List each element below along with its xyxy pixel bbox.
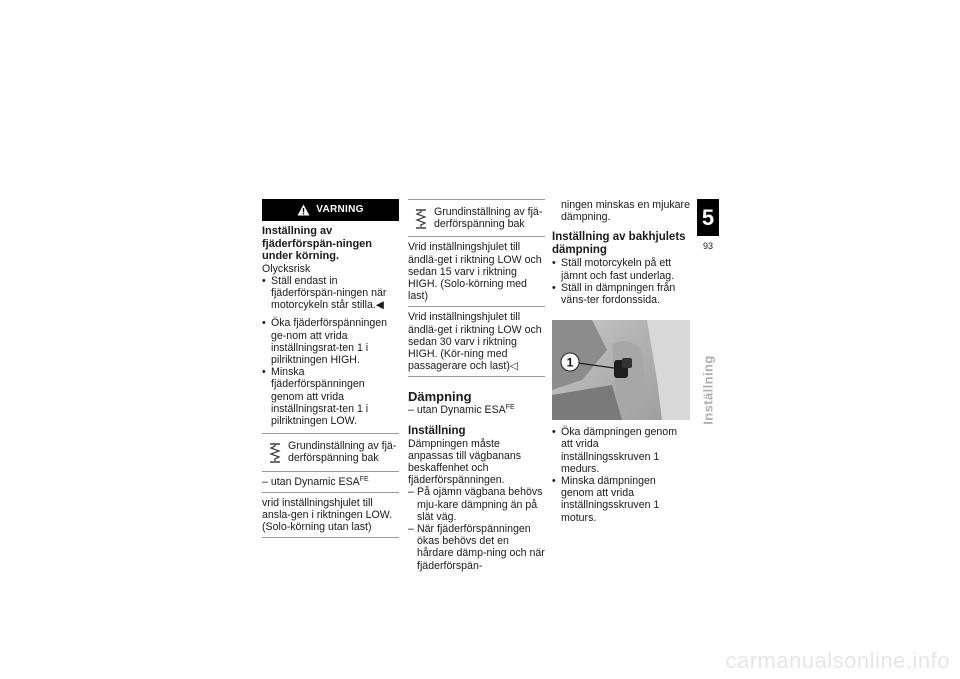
box-text: Vrid inställningshjulet till ändlä-get i riktning LOW och sedan 30 varv i riktning HIGH. (Kör-ning med passagerare och last)◁ xyxy=(408,306,545,376)
list-item: • Ställ motorcykeln på ett jämnt och fast underlag. xyxy=(552,257,690,281)
damper-photo xyxy=(552,320,690,420)
spring-icon xyxy=(268,442,282,464)
variant-label: utan Dynamic ESA xyxy=(270,475,360,488)
rear-damping-prep xyxy=(552,257,690,306)
warning-risk: Olycksrisk xyxy=(262,262,311,275)
variant-superscript: FE xyxy=(359,475,369,483)
column-2 xyxy=(408,199,545,572)
continuation-text: ningen minskas en mjukare dämpning. xyxy=(561,199,690,224)
section-label-text: Inställning xyxy=(700,355,716,425)
variant-superscript: FE xyxy=(505,404,515,412)
section-heading: Dämpning xyxy=(408,389,472,405)
column-3 xyxy=(552,199,690,524)
subsection-heading: Inställning av bakhjulets dämpning xyxy=(552,231,686,257)
list-item: • Ställ in dämpningen från väns-ter fordonssida. xyxy=(552,282,690,306)
basic-setting-box-continued xyxy=(408,199,545,377)
list-item: • Minska dämpningen genom att vrida inställningsskruven 1 moturs. xyxy=(552,475,690,524)
watermark: carmanualsonline.info xyxy=(725,648,950,673)
list-item: • Öka dämpningen genom att vrida inställningsskruven 1 medurs. xyxy=(552,426,690,475)
box-heading: Grundinställning av fjä-derförspänning bak xyxy=(288,440,397,465)
chapter-tab: 5 xyxy=(697,199,719,236)
list-item: • Ställ endast in fjäderförspän-ningen när motorcykeln står stilla.◀ xyxy=(262,275,399,312)
warning-title: VARNING xyxy=(316,203,364,215)
box-text: Vrid inställningshjulet till ändlä-get i riktning LOW och sedan 15 varv i riktning HIGH. (Solo-körning med last) xyxy=(408,236,545,306)
rear-damping-steps xyxy=(552,426,690,524)
intro-text: Dämpningen måste anpassas till vägbanans beskaffenhet och fjäderförspänningen. xyxy=(408,437,522,487)
warning-list xyxy=(262,275,399,312)
subsection-heading: Inställning xyxy=(408,424,466,437)
list-item: – På ojämn vägbana behövs mju-kare dämpning än på slät väg. xyxy=(408,486,545,523)
variant-line: – utan Dynamic $ESA^{FE}$ xyxy=(408,404,515,417)
box-text: vrid inställningshjulet till ansla-gen i riktningen LOW. (Solo-körning utan last) xyxy=(262,492,399,538)
warning-banner xyxy=(262,199,399,221)
page-number: 93 xyxy=(702,241,713,251)
list-item: – När fjäderförspänningen ökas behövs det en hårdare dämp-ning och när fjäderförspän- xyxy=(408,523,545,572)
list-item: • Öka fjäderförspänningen ge-nom att vrida inställningsrat-ten 1 i pilriktningen HIGH. xyxy=(262,317,399,366)
preload-steps xyxy=(262,317,399,427)
column-1 xyxy=(262,199,399,538)
warning-icon xyxy=(297,204,310,216)
box-heading: Grundinställning av fjä-derförspänning bak xyxy=(434,206,543,231)
spring-icon xyxy=(414,208,428,230)
warning-heading: Inställning av fjäderförspän-ningen under körning. xyxy=(262,225,373,262)
box-variant: – utan Dynamic $ESA^{FE}$ xyxy=(262,471,399,492)
photo-callout: 1 xyxy=(566,355,574,370)
damping-notes xyxy=(408,486,545,571)
variant-label: utan Dynamic ESA xyxy=(416,404,506,417)
basic-setting-box xyxy=(262,433,399,538)
section-label xyxy=(693,340,723,440)
damper-illustration xyxy=(552,320,690,420)
list-item: • Minska fjäderförspänningen genom att vrida inställningsrat-ten 1 i pilriktningen LOW. xyxy=(262,366,399,427)
